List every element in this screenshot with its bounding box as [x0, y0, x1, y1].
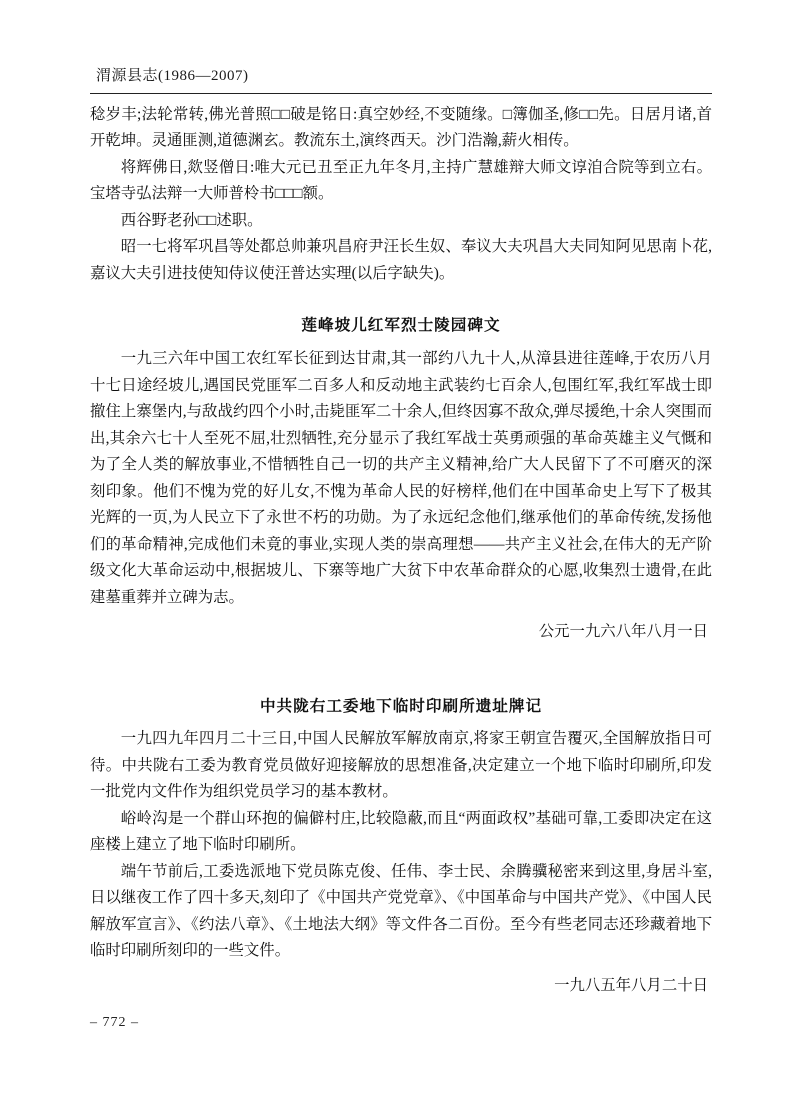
- paragraph: 一九四九年四月二十三日,中国人民解放军解放南京,将家王朝宣告覆灭,全国解放指日可待。中共陇右工委为教育党员做好迎接解放的思想准备,决定建立一个地下临时印刷所,印发一批党内文件作为组织党员学习的基本教材。: [90, 730, 712, 801]
- page-content: [90, 102, 712, 999]
- paragraph: 峪岭沟是一个群山环抱的偏僻村庄,比较隐蔽,而且“两面政权”基础可靠,工委即决定在这座楼上建立了地下临时印刷所。: [90, 809, 712, 854]
- section-title-memorial-inscription: 莲峰坡儿红军烈士陵园碑文: [301, 317, 501, 335]
- page-footer: [90, 1015, 712, 1031]
- paragraph: 昭一七将军巩昌等处都总帅兼巩昌府尹汪长生奴、奉议大夫巩昌大夫同知阿见思南卜花,嘉议大夫引进技使知侍议使汪普达实理(以后字缺失)。: [90, 238, 712, 282]
- paragraph: 端午节前后,工委选派地下党员陈克俊、任伟、李士民、余腾骥秘密来到这里,身居斗室,日以继夜工作了四十多天,刻印了《中国共产党党章》、《中国革命与中国共产党》、《中国人民解放军宣言》、《约法八章》、《土地法大纲》等文件各二百份。至今有些老同志还珍藏着地下临时印刷所刻印的一些文件。: [90, 862, 712, 960]
- inscription-date: 公元一九六八年八月一日: [538, 623, 708, 641]
- page-number: – 772 –: [90, 1015, 139, 1030]
- paragraph: 稔岁丰;法轮常转,佛光普照□□破是铭日:真空妙经,不变随缘。□簿伽圣,修□□先。日居月诸,首开乾坤。灵通匪测,道德渊玄。教流东土,演终西天。沙门浩瀚,薪火相传。: [90, 106, 712, 150]
- section-spacer: [90, 646, 712, 672]
- paragraph: 一九三六年中国工农红军长征到达甘肃,其一部约八九十人,从漳县进往莲峰,于农历八月十七日途经坡儿,遇国民党匪军二百多人和反动地主武装约七百余人,包围红军,我红军战士即撤住上寨堡内,与敌战约四个小时,击毙匪军二十余人,但终因寡不敌众,弹尽援绝,十余人突围而出,其余六七十人至死不屈,壮烈牺牲,充分显示了我红军战士英勇顽强的革命英雄主义气慨和为了全人类的解放事业,不惜牺牲自己一切的共产主义精神,给广大人民留下了不可磨灭的深刻印象。他们不愧为党的好儿女,不愧为革命人民的好榜样,他们在中国革命史上写下了极其光辉的一页,为人民立下了永世不朽的功勋。为了永远纪念他们,继承他们的革命传统,发扬他们的革命精神,完成他们未竟的事业,实现人类的崇高理想——共产主义社会,在伟大的无产阶级文化大革命运动中,根据坡儿、下寨等地广大贫下中农革命群众的心愿,收集烈士遗骨,在此建墓重葬并立碑为志。: [90, 350, 712, 606]
- plaque-date: 一九八五年八月二十日: [554, 976, 708, 994]
- paragraph: 西谷野老孙□□述职。: [120, 211, 263, 229]
- running-header: 渭源县志(1986—2007): [96, 68, 249, 84]
- header-divider-rule: [90, 93, 712, 94]
- section-title-printing-site-plaque: 中共陇右工委地下临时印刷所遗址牌记: [259, 697, 543, 715]
- paragraph: 将辉佛日,欻竖僧日:唯大元已丑至正九年冬月,主持广慧雄辩大师文谆洎合院等到立右。宝塔寺弘法辩一大师普柃书□□□额。: [90, 158, 712, 203]
